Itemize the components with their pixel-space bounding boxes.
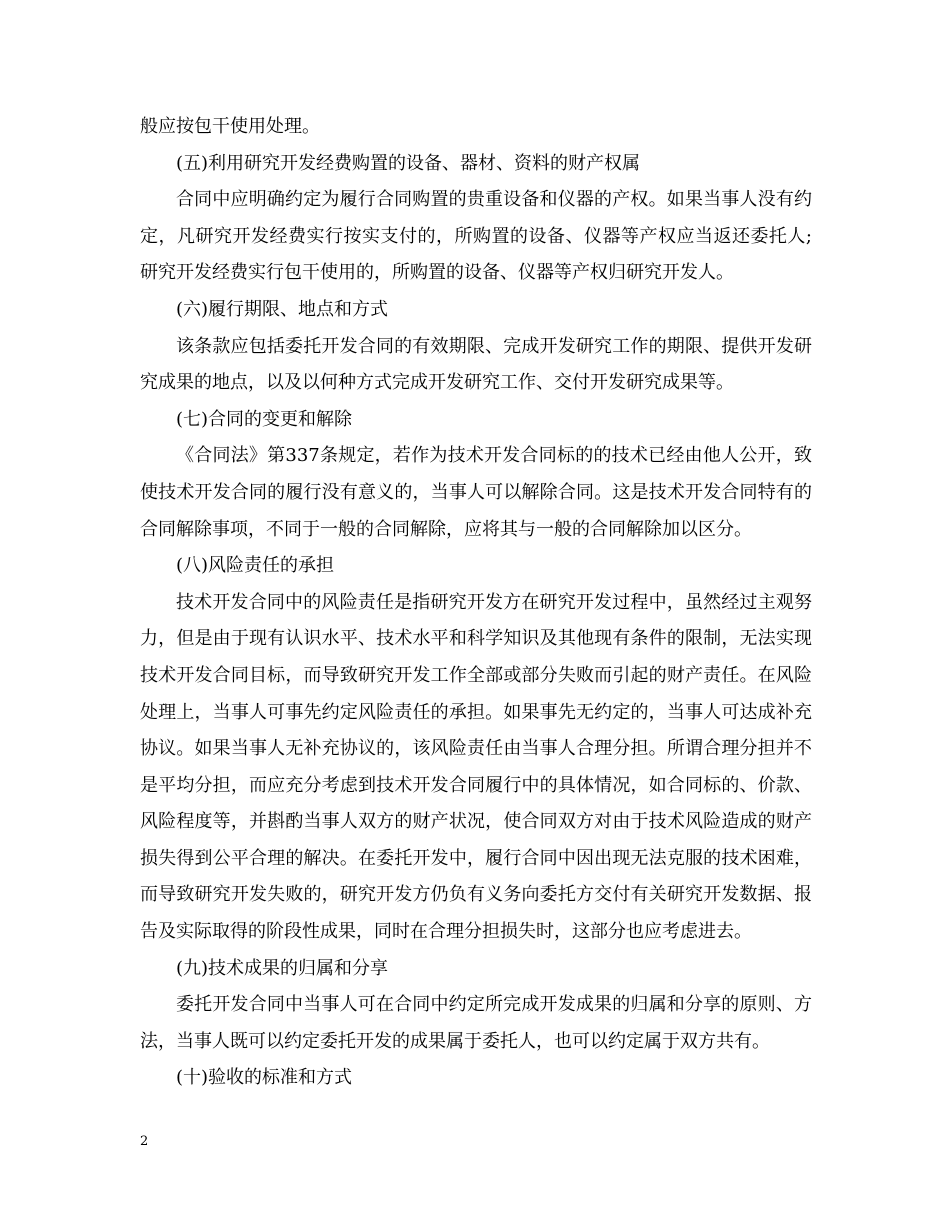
section-heading-8: (八)风险责任的承担 bbox=[176, 555, 335, 577]
paragraph-risk-liability: 技术开发合同中的风险责任是指研究开发方在研究开发过程中，虽然经过主观努力，但是由于现有认识水平、技术水平和科学知识及其他现有条件的限制，无法实现技术开发合同目标，而导致研究开发工作全部或部分失败而引起的财产责任。在风险处理上，当事人可事先约定风险责任的承担。如果事先无约定的，当事人可达成补充协议。如果当事人无补充协议的，该风险责任由当事人合理分担。所谓合理分担并不是平均分担，而应充分考虑到技术开发合同履行中的具体情况，如合同标的、价款、风险程度等，并斟酌当事人双方的财产状况，使合同双方对由于技术风险造成的财产损失得到公平合理的解决。在委托开发中，履行合同中因出现无法克服的技术困难，而导致研究开发失败的，研究开发方仍负有义务向委托方交付有关研究开发数据、报告及实际取得的阶段性成果，同时在合理分担损失时，这部分也应考虑进去。 bbox=[140, 591, 812, 943]
paragraph-contract-change: 《合同法》第337条规定，若作为技术开发合同标的的技术已经由他人公开，致使技术开发合同的履行没有意义的，当事人可以解除合同。这是技术开发合同特有的合同解除事项，不同于一般的合同解除，应将其与一般的合同解除加以区分。 bbox=[140, 445, 812, 540]
paragraph-results-ownership: 委托开发合同中当事人可在合同中约定所完成开发成果的归属和分享的原则、方法，当事人既可以约定委托开发的成果属于委托人，也可以约定属于双方共有。 bbox=[140, 994, 812, 1052]
section-heading-10: (十)验收的标准和方式 bbox=[176, 1067, 353, 1089]
paragraph-equipment-ownership: 合同中应明确约定为履行合同购置的贵重设备和仪器的产权。如果当事人没有约定，凡研究开发经费实行按实支付的，所购置的设备、仪器等产权应当返还委托人;研究开发经费实行包干使用的，所购置的设备、仪器等产权归研究开发人。 bbox=[140, 189, 812, 284]
section-heading-6: (六)履行期限、地点和方式 bbox=[176, 298, 389, 320]
page-number: 2 bbox=[140, 1134, 149, 1149]
section-heading-9: (九)技术成果的归属和分享 bbox=[176, 957, 389, 979]
paragraph-continuation: 般应按包干使用处理。 bbox=[140, 116, 320, 137]
section-heading-5: (五)利用研究开发经费购置的设备、器材、资料的财产权属 bbox=[176, 152, 641, 174]
section-heading-7: (七)合同的变更和解除 bbox=[176, 408, 353, 430]
page-content bbox=[140, 109, 812, 1097]
paragraph-performance-terms: 该条款应包括委托开发合同的有效期限、完成开发研究工作的期限、提供开发研究成果的地点，以及以何种方式完成开发研究工作、交付开发研究成果等。 bbox=[140, 335, 812, 394]
